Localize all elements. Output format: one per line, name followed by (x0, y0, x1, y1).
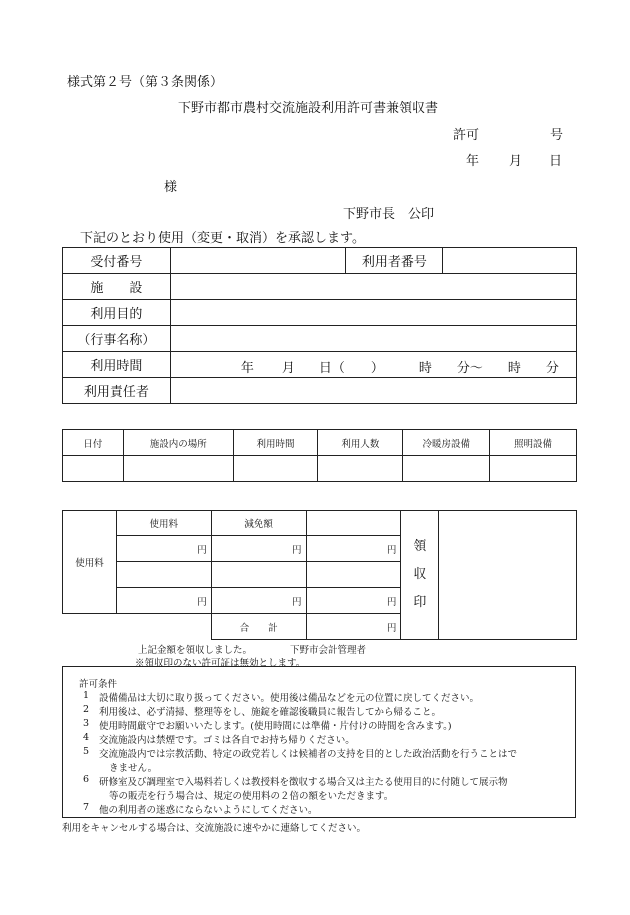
yen-unit: 円 (116, 588, 211, 614)
fee-cell[interactable] (306, 562, 401, 588)
purpose-value[interactable] (170, 300, 576, 326)
cell-time[interactable] (233, 456, 318, 482)
event-name-label: （行事名称） (63, 326, 171, 352)
fee-row-label: 使用料 (63, 511, 117, 614)
cancel-note: 利用をキャンセルする場合は、交流施設に速やかに連絡してください。 (62, 823, 367, 834)
facility-value[interactable] (170, 274, 576, 300)
header-date: 日付 (63, 430, 124, 456)
form-number: 様式第２号（第３条関係） (67, 75, 224, 90)
receipt-seal-label: 領 収 印 (401, 511, 439, 640)
table-row (63, 326, 577, 352)
time-hour-end: 時 (507, 361, 521, 376)
cell-people[interactable] (318, 456, 403, 482)
table-row (63, 378, 577, 404)
reception-number-value[interactable] (170, 248, 346, 274)
fee-cell[interactable] (116, 562, 211, 588)
header-people: 利用人数 (318, 430, 403, 456)
event-name-value[interactable] (170, 326, 576, 352)
permit-suffix: 号 (550, 128, 564, 143)
time-minute-end: 分 (545, 361, 559, 376)
main-table (62, 247, 577, 404)
cell-aircon[interactable] (403, 456, 490, 482)
time-day: 日（ ） (318, 361, 384, 376)
time-year: 年 (240, 361, 254, 376)
yen-unit: 円 (306, 536, 401, 562)
responsible-value[interactable] (170, 378, 576, 404)
fee-table (62, 510, 577, 640)
date-day: 日 (549, 154, 563, 169)
table-row (63, 511, 577, 536)
header-lighting: 照明設備 (490, 430, 577, 456)
table-row (63, 300, 577, 326)
conditions-title: 許可条件 (79, 679, 118, 690)
detail-table (62, 429, 577, 482)
table-row (63, 248, 577, 274)
time-minute-start: 分～ (456, 361, 483, 376)
invalid-note: ※領収印のない許可証は無効とします。 (135, 658, 306, 669)
fee-empty-corner (63, 614, 212, 640)
fee-col-discount: 減免額 (211, 511, 306, 536)
facility-label: 施 設 (63, 274, 171, 300)
approval-text: 下記のとおり使用（変更・取消）を承認します。 (80, 231, 365, 246)
table-row (63, 352, 577, 378)
fee-col-blank (306, 511, 401, 536)
yen-unit: 円 (116, 536, 211, 562)
conditions-box: 許可条件 1 設備備品は大切に取り扱ってください。使用後は備品などを元の位置に戻してください。 2 利用後は、必ず清掃、整理等をし、施錠を確認後職員に報告してから帰ること。 3 使用時間厳守でお願いいたします。(使用時間には準備・片付けの時間を含みます。) 4 交流施設内は禁煙です。ゴミは各自でお持ち帰りください。 5 交流施設内では宗教活動、特定の政党若しくは候補者の支持を目的とした政治活動を行うことはで きません。 6 研修室及び調理室で入場料若しくは教授料を徴収する場合又は主たる使用目的に付随して展示物 等の販売を行う場合は、規定の使用料の２倍の額をいただきます。 7 他の利用者の迷惑にならないようにしてください。 (62, 666, 576, 818)
permit-label: 許可 (453, 128, 480, 143)
responsible-label: 利用責任者 (63, 378, 171, 404)
total-yen: 円 (306, 614, 401, 640)
user-number-label: 利用者番号 (346, 248, 443, 274)
header-place: 施設内の場所 (123, 430, 233, 456)
document-title: 下野市都市農村交流施設利用許可書兼領収書 (178, 101, 439, 116)
fee-cell[interactable] (211, 562, 306, 588)
header-aircon: 冷暖房設備 (403, 430, 490, 456)
time-value[interactable] (170, 352, 576, 378)
header-time: 利用時間 (233, 430, 318, 456)
time-label: 利用時間 (63, 352, 171, 378)
purpose-label: 利用目的 (63, 300, 171, 326)
cell-place[interactable] (123, 456, 233, 482)
time-hour-start: 時 (418, 361, 432, 376)
date-year: 年 (466, 154, 480, 169)
cell-lighting[interactable] (490, 456, 577, 482)
yen-unit: 円 (211, 588, 306, 614)
receipt-seal-area[interactable] (439, 511, 577, 640)
yen-unit: 円 (211, 536, 306, 562)
date-month: 月 (509, 154, 523, 169)
received-note: 上記金額を領収しました。 (138, 645, 253, 656)
user-number-value[interactable] (443, 248, 577, 274)
fee-col-fee: 使用料 (116, 511, 211, 536)
total-label: 合 計 (211, 614, 306, 640)
time-month: 月 (281, 361, 295, 376)
addressee-suffix: 様 (164, 180, 178, 195)
yen-unit: 円 (306, 588, 401, 614)
cell-date[interactable] (63, 456, 124, 482)
table-row (63, 274, 577, 300)
table-row (63, 456, 577, 482)
table-row (63, 430, 577, 456)
treasurer: 下野市会計管理者 (290, 645, 367, 656)
issuer: 下野市長 公印 (343, 207, 435, 222)
reception-number-label: 受付番号 (63, 248, 171, 274)
